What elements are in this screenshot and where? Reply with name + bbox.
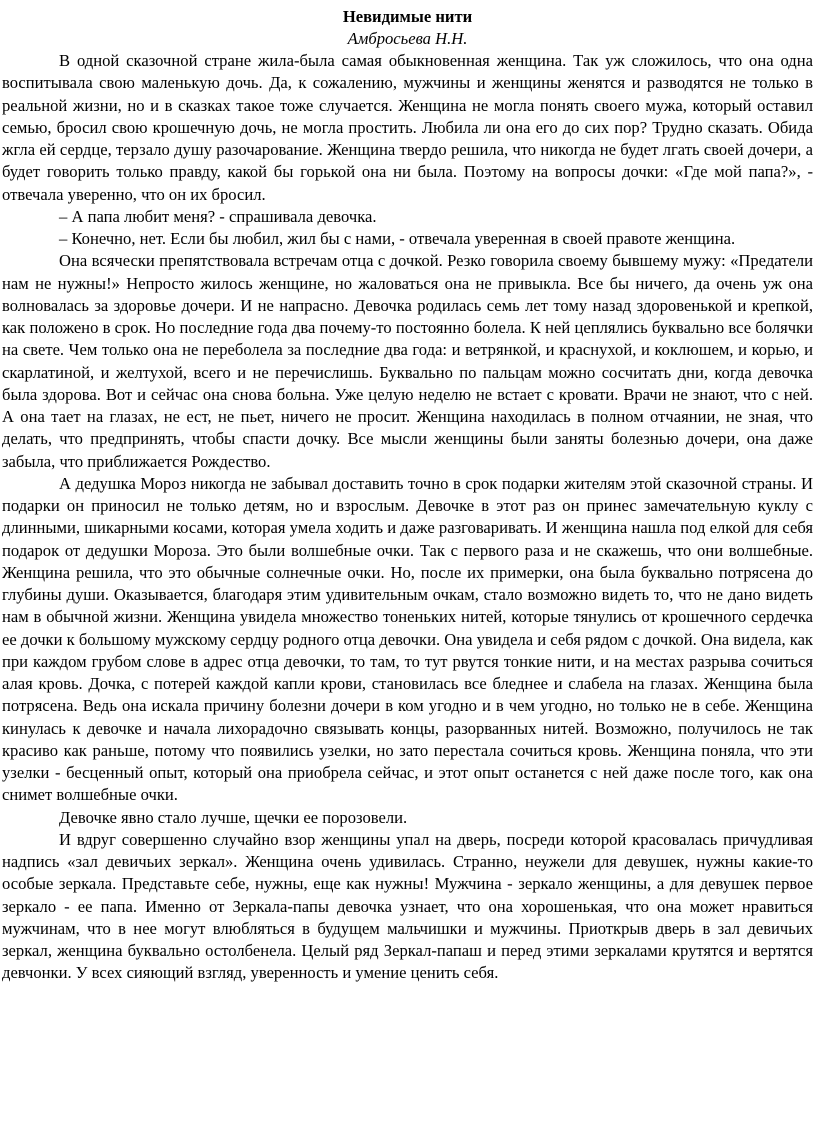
paragraph-7: И вдруг совершенно случайно взор женщины упал на дверь, посреди которой красовалась причудливая надпись «зал девичьих зеркал». Женщина очень удивилась. Странно, неужели для девушек, нужны какие-то особые зеркала. Представьте себе, нужны, еще как нужны! Мужчина - зеркало женщины, а для девушек первое зеркало - ее папа. Именно от Зеркала-папы девочка узнает, что она хорошенькая, что она может нравиться мужчинам, что в нее могут влюбляться в будущем мальчишки и мужчины. Приоткрыв дверь в зал девичьих зеркал, женщина буквально остолбенела. Целый ряд Зеркал-папаш и перед этими зеркалами крутятся и вертятся девчонки. У всех сияющий взгляд, уверенность и умение ценить себя. [2,829,813,983]
paragraph-4: Она всячески препятствовала встречам отца с дочкой. Резко говорила своему бывшему мужу: «Предатели нам не нужны!» Непросто жилось женщине, но жаловаться она не привыкла. Все бы ничего, да очень уж она волновалась за здоровье дочери. И не напрасно. Девочка родилась семь лет тому назад здоровенькой и крепкой, как положено в срок. Но последние года два почему-то постоянно болела. К ней цеплялись буквально все болячки на свете. Чем только она не переболела за последние два года: и ветрянкой, и краснухой, и коклюшем, и корью, и скарлатиной, и желтухой, всего и не перечислишь. Буквально по пальцам можно сосчитать дни, когда девочка была здорова. Вот и сейчас она снова больна. Уже целую неделю не встает с кровати. Врачи не знают, что с ней. А она тает на глазах, не ест, не пьет, ничего не просит. Женщина находилась в полном отчаянии, не зная, что делать, что предпринять, чтобы спасти дочку. Все мысли женщины были заняты болезнью дочери, она даже забыла, что приближается Рождество. [2,251,813,471]
paragraph-1: В одной сказочной стране жила-была самая обыкновенная женщина. Так уж сложилось, что она одна воспитывала свою маленькую дочь. Да, к сожалению, мужчины и женщины женятся и разводятся не только в реальной жизни, но и в сказках такое тоже случается. Женщина не могла понять своего мужа, который оставил семью, бросил свою крошечную дочь, не могла простить. Любила ли она его до сих пор? Трудно сказать. Обида жгла ей сердце, терзало душу разочарование. Женщина твердо решила, что никогда не будет лгать своей дочери, а будет говорить только правду, какой бы горькой она ни была. Поэтому на вопросы дочки: «Где мой папа?», - отвечала уверенно, что он их бросил. [2,51,813,204]
story-title: Невидимые нити [342,7,473,26]
paragraph-6: Девочке явно стало лучше, щечки ее порозовели. [59,807,408,827]
paragraph-5: А дедушка Мороз никогда не забывал доставить точно в срок подарки жителям этой сказочной страны. И подарки он приносил не только детям, но и взрослым. Девочке в этот раз он принес замечательную куклу с длинными, шикарными косами, которая умела ходить и даже разговаривать. И женщина нашла под елкой для себя подарок от дедушки Мороза. Это были волшебные очки. Так с первого раза и не скажешь, что они волшебные. Женщина решила, что это обычные солнечные очки. Но, после их примерки, она была буквально потрясена до глубины души. Оказывается, благодаря этим удивительным очкам, стало возможно видеть то, что не дано видеть нам в обычной жизни. Женщина увидела множество тоненьких нитей, которые тянулись от крошечного сердечка ее дочки к большому мужскому сердцу родного отца девочки. Она увидела и себя рядом с дочкой. Она видела, как при каждом грубом слове в адрес отца девочки, то там, то тут рвутся тонкие нити, и на местах разрыва сочиться алая кровь. Дочка, с потерей каждой капли крови, становилась все бледнее и слабела на глазах. Женщина была потрясена. Ведь она искала причину болезни дочери в ком угодно и в чем угодно, но только не в себе. Женщина кинулась к девочке и начала лихорадочно связывать концы, разорванных нитей. Возможно, получилось не так красиво как раньше, потому что появились узелки, но зато перестала сочиться кровь. Женщина поняла, что эти узелки - бесценный опыт, который она приобрела сейчас, и этот опыт останется с ней даже после того, как она снимет волшебные очки. [2,473,813,805]
story-author: Амбросьева Н.Н. [347,29,468,48]
paragraph-2-dialogue: – А папа любит меня? - спрашивала девочка. [59,206,377,226]
paragraph-3-dialogue: – Конечно, нет. Если бы любил, жил бы с нами, - отвечала уверенная в своей правоте женщина. [59,229,736,248]
